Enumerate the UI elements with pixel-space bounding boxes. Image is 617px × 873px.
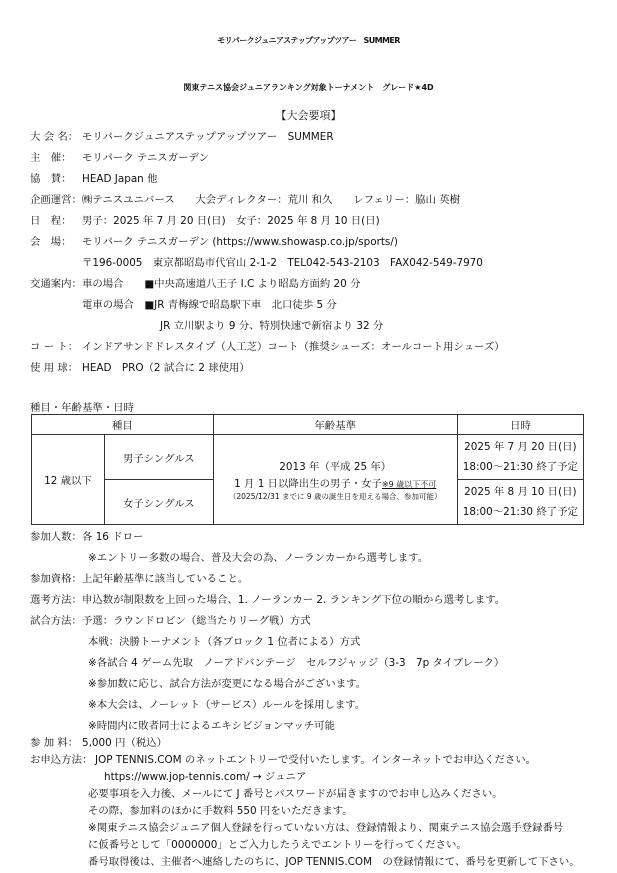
detail-value-application-steps: 必要事項を入力後、メールにて J 番号とパスワードが届きますのでお申し込みください。 bbox=[88, 788, 503, 800]
info-value-organizer: ㈱テニスユニバース 大会ディレクター：荒川 和久 レフェリー：脇山 英樹 bbox=[82, 194, 460, 206]
age-line-2-text: 1 月 1 日以降出生の男子・女子 bbox=[234, 478, 382, 490]
info-label-organizer: 企画運営： bbox=[30, 194, 82, 206]
date-cell-boys bbox=[457, 435, 583, 480]
info-value-venue: モリパーク テニスガーデン (https://www.showasp.co.jp/sports/) bbox=[82, 236, 398, 248]
info-label-name: 大 会 名： bbox=[30, 131, 79, 143]
age-line-1: 2013 年（平成 25 年） bbox=[279, 461, 392, 473]
detail-value-application-note-3: 番号取得後は、主催者へ連絡したのちに、JOP TENNIS.COM の登録情報にて、番号を更新して下さい。 bbox=[88, 856, 580, 868]
event-table bbox=[31, 414, 584, 525]
detail-value-format-rules: ※各試合 4 ゲーム先取 ノーアドバンテージ セルフジャッジ（3-3 7p タイブレーク） bbox=[88, 657, 505, 669]
info-value-name: モリパークジュニアステップアップツアー SUMMER bbox=[82, 131, 334, 143]
info-label-host: 主 催： bbox=[30, 152, 72, 164]
detail-label-format: 試合方法： bbox=[30, 615, 82, 627]
document-title: モリパークジュニアステップアップツアー SUMMER bbox=[217, 36, 400, 45]
detail-value-format-qualifier: 予選：ラウンドロビン（総当たりリーグ戦）方式 bbox=[82, 615, 311, 627]
table-header-date: 日時 bbox=[457, 415, 583, 435]
table-header-event: 種目 bbox=[32, 415, 214, 435]
info-value-ball: HEAD PRO（2 試合に 2 球使用） bbox=[82, 362, 250, 374]
detail-value-format-nolet: ※本大会は、ノーレット（サービス）ルールを採用します。 bbox=[88, 699, 366, 711]
detail-value-entries: 各 16 ドロー bbox=[82, 531, 144, 543]
detail-value-application-fee: その際、参加料のほかに手数料 550 円をいただきます。 bbox=[88, 805, 353, 817]
time-girls: 18:00～21:30 終了予定 bbox=[462, 506, 578, 518]
info-value-access-car: 車の場合 ■中央高速道八王子 I.C より昭島方面約 20 分 bbox=[82, 278, 361, 290]
detail-label-eligibility: 参加資格： bbox=[30, 573, 82, 585]
age-note: （2025/12/31 までに 9 歳の誕生日を迎える場合、参加可能） bbox=[228, 492, 442, 501]
detail-value-eligibility: 上記年齢基準に該当していること。 bbox=[82, 573, 249, 585]
section-heading: 【大会要項】 bbox=[275, 109, 342, 122]
date-girls: 2025 年 8 月 10 日(日) bbox=[464, 486, 577, 498]
detail-value-application-note-2: に仮番号として「0000000」とご入力したうえでエントリーを行ってください。 bbox=[88, 839, 467, 851]
detail-value-format-main: 本戦：決勝トーナメント（各ブロック 1 位者による）方式 bbox=[88, 636, 361, 648]
detail-value-application-url[interactable]: https://www.jop-tennis.com/ → ジュニア bbox=[104, 771, 307, 783]
info-value-access-train: 電車の場合 ■JR 青梅線で昭島駅下車 北口徒歩 5 分 bbox=[82, 299, 337, 311]
detail-value-application-note-1: ※関東テニス協会ジュニア個人登録を行っていない方は、登録情報より、関東テニス協会選手登録番号 bbox=[88, 822, 564, 834]
detail-value-entries-note: ※エントリー多数の場合、普及大会の為、ノーランカーから選考します。 bbox=[88, 552, 429, 564]
time-boys: 18:00～21:30 終了予定 bbox=[462, 461, 578, 473]
detail-value-format-exhibition: ※時間内に敗者同士によるエキシビジョンマッチ可能 bbox=[88, 720, 335, 732]
event-girls-singles: 女子シングルス bbox=[105, 480, 214, 525]
info-label-access: 交通案内： bbox=[30, 278, 82, 290]
info-value-schedule: 男子：2025 年 7 月 20 日(日) 女子：2025 年 8 月 10 日(日) bbox=[82, 215, 380, 227]
detail-value-application: JOP TENNIS.COM のネットエントリーで受付いたします。インターネットでお申込ください。 bbox=[95, 754, 537, 766]
detail-label-application: お申込方法： bbox=[30, 754, 93, 766]
age-line-2 bbox=[214, 477, 457, 492]
detail-label-entries: 参加人数： bbox=[30, 531, 82, 543]
info-label-court: コ ー ト： bbox=[30, 341, 79, 353]
age-criteria-cell bbox=[213, 435, 457, 525]
table-header-age: 年齢基準 bbox=[213, 415, 457, 435]
info-value-sponsor: HEAD Japan 他 bbox=[82, 173, 158, 185]
date-cell-girls bbox=[457, 480, 583, 525]
age-line-2-note: ※9 歳以下不可 bbox=[381, 480, 437, 489]
info-value-court: インドアサンドドレスタイプ（人工芝）コート（推奨シューズ：オールコート用シューズ） bbox=[82, 341, 505, 353]
info-label-sponsor: 協 賛： bbox=[30, 173, 72, 185]
detail-label-selection: 選考方法： bbox=[30, 594, 82, 606]
info-value-access-train-2: JR 立川駅より 9 分、特別快速で新宿より 32 分 bbox=[160, 320, 384, 332]
detail-value-selection: 申込数が制限数を上回った場合、1. ノーランカー 2. ランキング下位の順から選考します。 bbox=[82, 594, 506, 606]
info-value-host: モリパーク テニスガーデン bbox=[82, 152, 210, 164]
document-subtitle: 関東テニス協会ジュニアランキング対象トーナメント グレード★4D bbox=[183, 83, 434, 92]
info-label-ball: 使 用 球： bbox=[30, 362, 79, 374]
info-label-schedule: 日 程： bbox=[30, 215, 72, 227]
info-label-venue: 会 場： bbox=[30, 236, 72, 248]
info-value-address: 〒196-0005 東京都昭島市代官山 2-1-2 TEL042-543-2103 FAX042-549-7970 bbox=[82, 257, 483, 269]
age-group-cell: 12 歳以下 bbox=[32, 435, 105, 525]
event-boys-singles: 男子シングルス bbox=[105, 435, 214, 480]
detail-value-format-change: ※参加数に応じ、試合方法が変更になる場合がございます。 bbox=[88, 678, 367, 690]
table-caption: 種目・年齢基準・日時 bbox=[30, 402, 134, 414]
detail-value-fee: 5,000 円（税込） bbox=[82, 737, 168, 749]
date-boys: 2025 年 7 月 20 日(日) bbox=[464, 441, 577, 453]
detail-label-fee: 参 加 料： bbox=[30, 737, 79, 749]
